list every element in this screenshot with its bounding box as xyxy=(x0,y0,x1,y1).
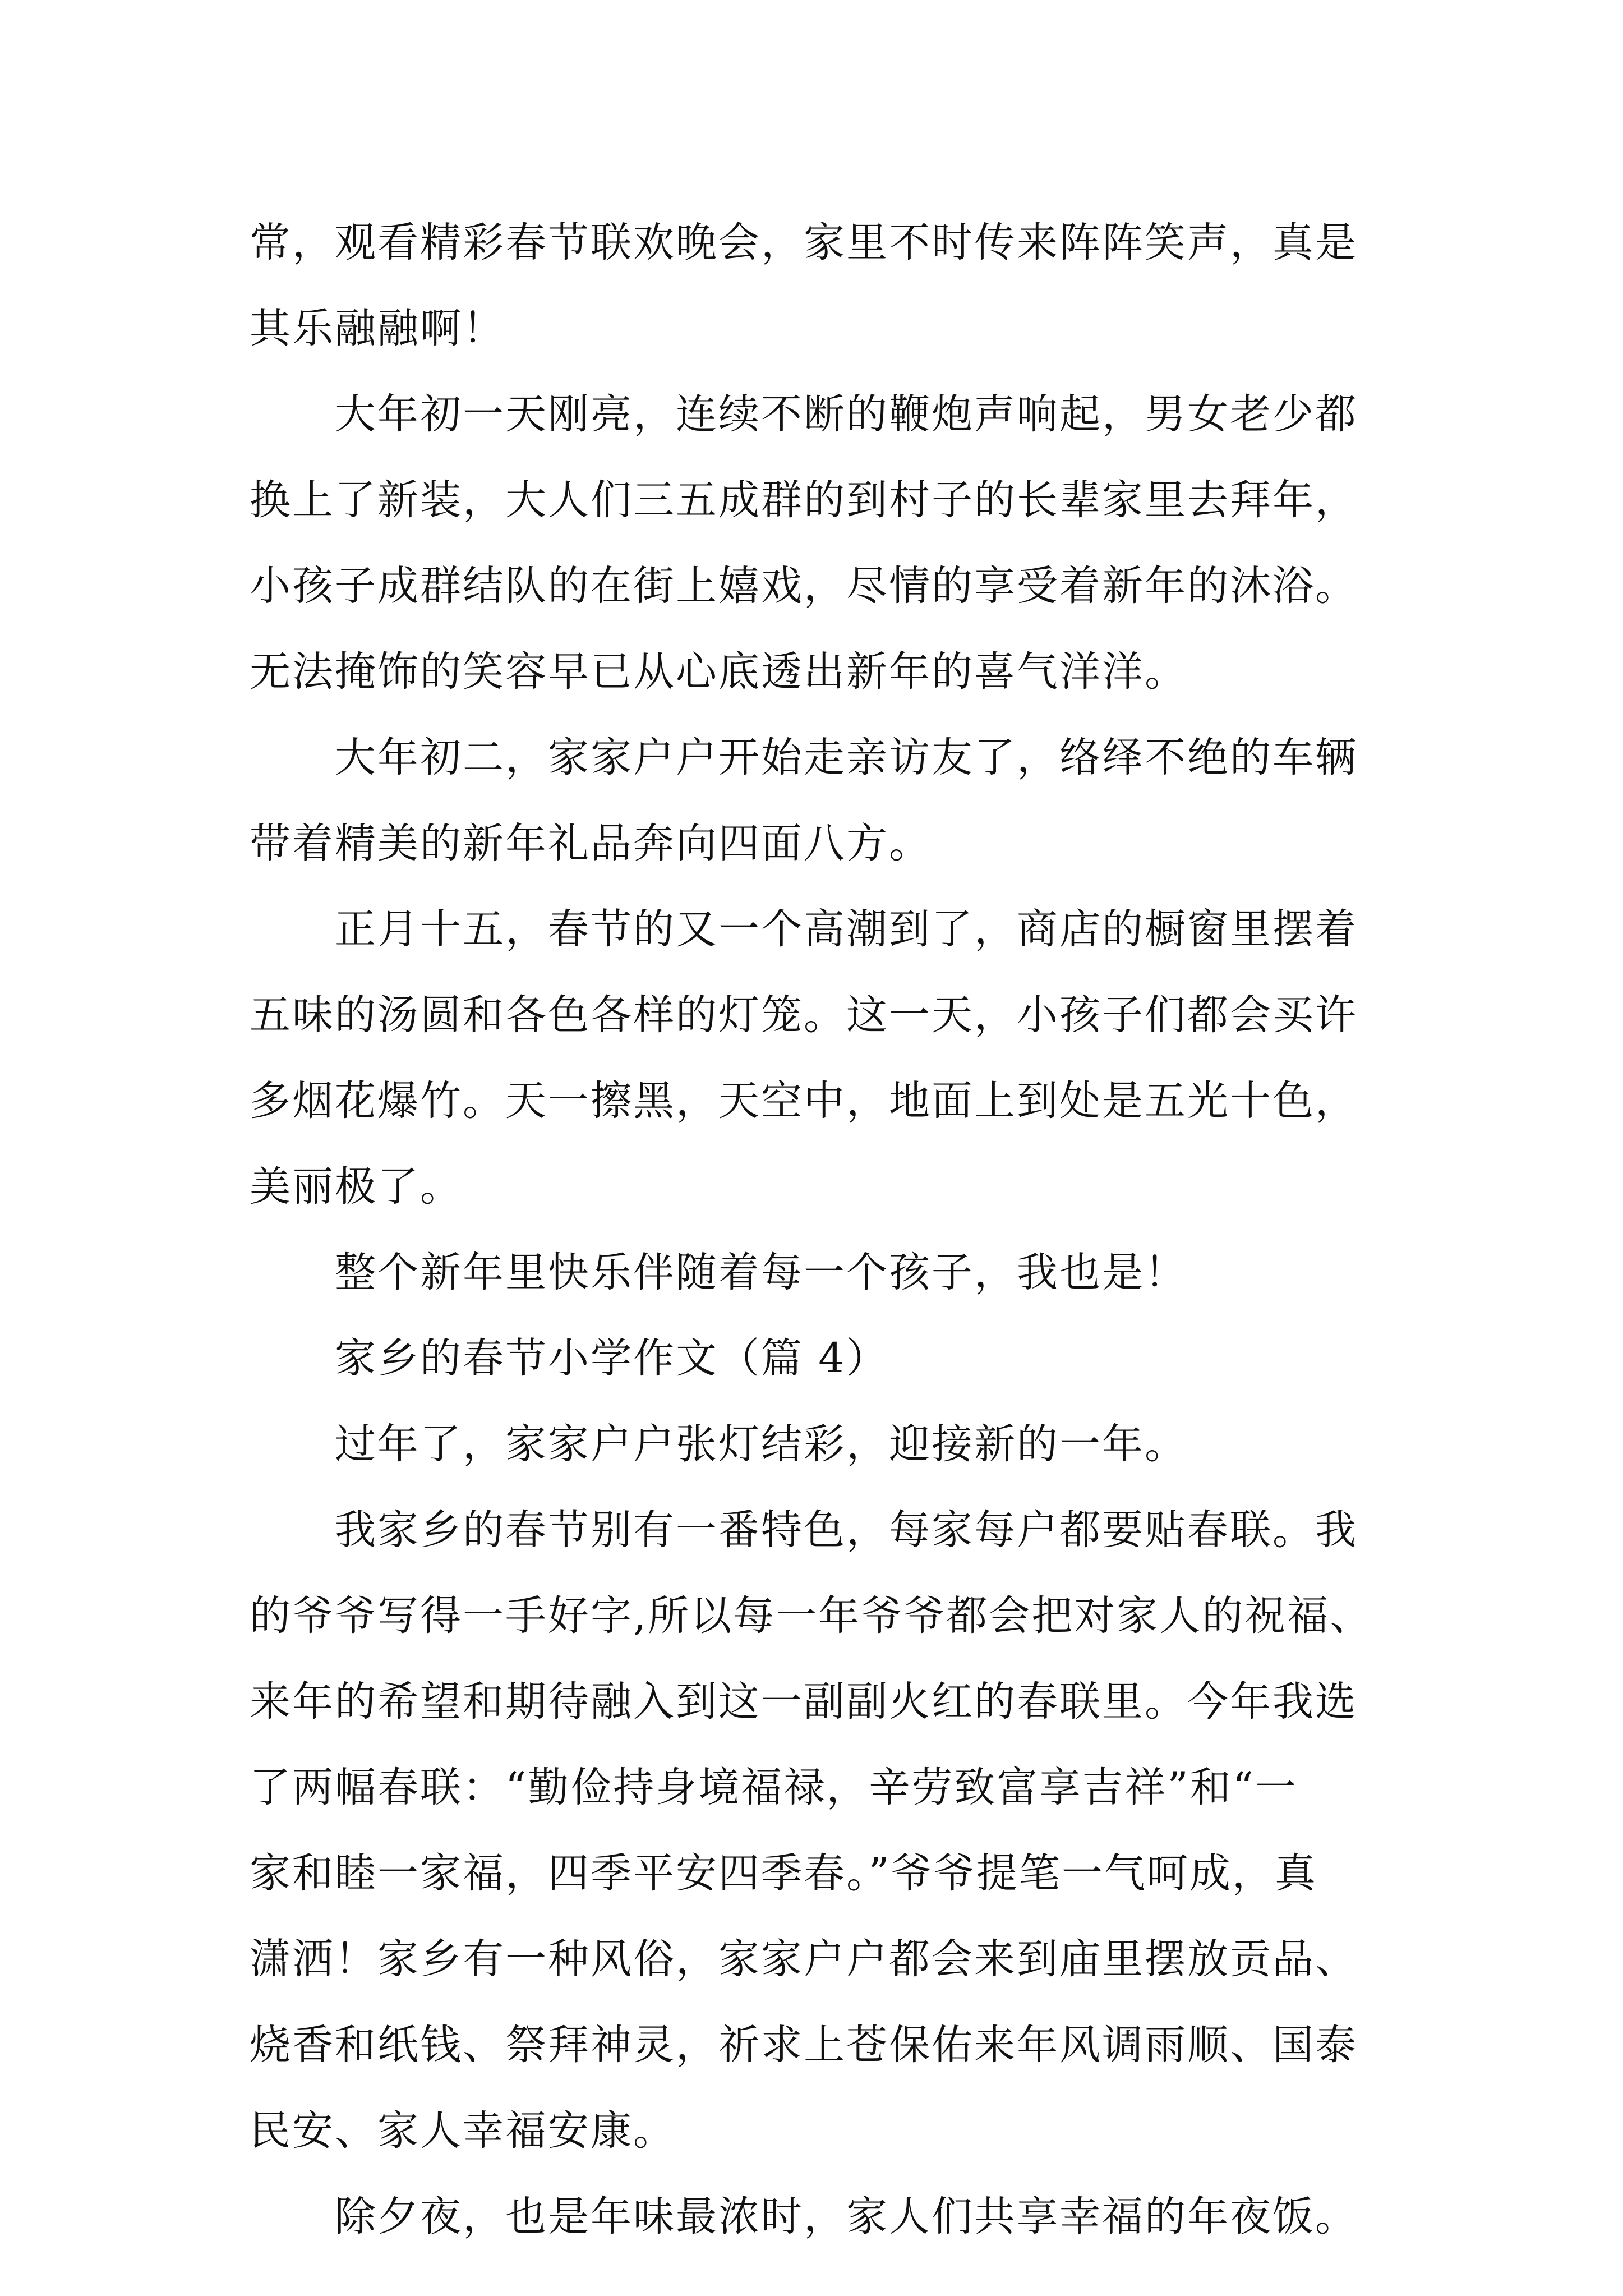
text-line: 美丽极了。 xyxy=(250,1163,463,1211)
text-line: 多烟花爆竹。天一擦黑，天空中，地面上到处是五光十色， xyxy=(250,1077,1358,1125)
document-body xyxy=(250,200,1382,2260)
text-line: 烧香和纸钱、祭拜神灵，祈求上苍保佑来年风调雨顺、国泰 xyxy=(250,2021,1358,2069)
text-line: 大年初二，家家户户开始走亲访友了，络绎不绝的车辆 xyxy=(335,734,1358,781)
text-line: 大年初一天刚亮，连续不断的鞭炮声响起，男女老少都 xyxy=(335,390,1358,438)
text-line: 除夕夜，也是年味最浓时，家人们共享幸福的年夜饭。 xyxy=(335,2193,1358,2240)
text-line: 的爷爷写得一手好字,所以每一年爷爷都会把对家人的祝福、 xyxy=(250,1592,1373,1640)
paragraph xyxy=(250,1401,1382,1487)
text-line: 正月十五，春节的又一个高潮到了，商店的橱窗里摆着 xyxy=(335,905,1358,953)
paragraph xyxy=(250,200,1382,371)
text-line: 来年的希望和期待融入到这一副副火红的春联里。今年我选 xyxy=(250,1678,1358,1726)
text-line: 潇洒！家乡有一种风俗，家家户户都会来到庙里摆放贡品、 xyxy=(250,1935,1358,1983)
paragraph xyxy=(250,2174,1382,2260)
text-line: 了两幅春联：“勤俭持身境福禄，辛劳致富享吉祥”和“一 xyxy=(250,1764,1298,1811)
text-line: 带着精美的新年礼品奔向四面八方。 xyxy=(250,820,932,867)
paragraph xyxy=(250,1487,1382,2174)
section-heading xyxy=(250,1315,1382,1401)
text-line: 换上了新装，大人们三五成群的到村子的长辈家里去拜年， xyxy=(250,476,1358,524)
text-line: 民安、家人幸福安康。 xyxy=(250,2107,676,2155)
text-line: 我家乡的春节别有一番特色，每家每户都要贴春联。我 xyxy=(335,1506,1358,1554)
text-line: 常，观看精彩春节联欢晚会，家里不时传来阵阵笑声，真是 xyxy=(250,219,1358,266)
text-line: 五味的汤圆和各色各样的灯笼。这一天，小孩子们都会买许 xyxy=(250,991,1358,1039)
paragraph xyxy=(250,715,1382,886)
section-title: 家乡的春节小学作文（篇 4） xyxy=(335,1335,889,1382)
text-line: 其乐融融啊！ xyxy=(250,305,505,352)
paragraph xyxy=(250,886,1382,1230)
text-line: 家和睦一家福，四季平安四季春。”爷爷提笔一气呵成，真 xyxy=(250,1849,1317,1897)
text-line: 整个新年里快乐伴随着每一个孩子，我也是！ xyxy=(335,1249,1187,1296)
text-line: 过年了，家家户户张灯结彩，迎接新的一年。 xyxy=(335,1420,1187,1468)
paragraph xyxy=(250,371,1382,715)
text-line: 无法掩饰的笑容早已从心底透出新年的喜气洋洋。 xyxy=(250,648,1187,696)
paragraph xyxy=(250,1230,1382,1315)
text-line: 小孩子成群结队的在街上嬉戏，尽情的享受着新年的沐浴。 xyxy=(250,562,1358,610)
